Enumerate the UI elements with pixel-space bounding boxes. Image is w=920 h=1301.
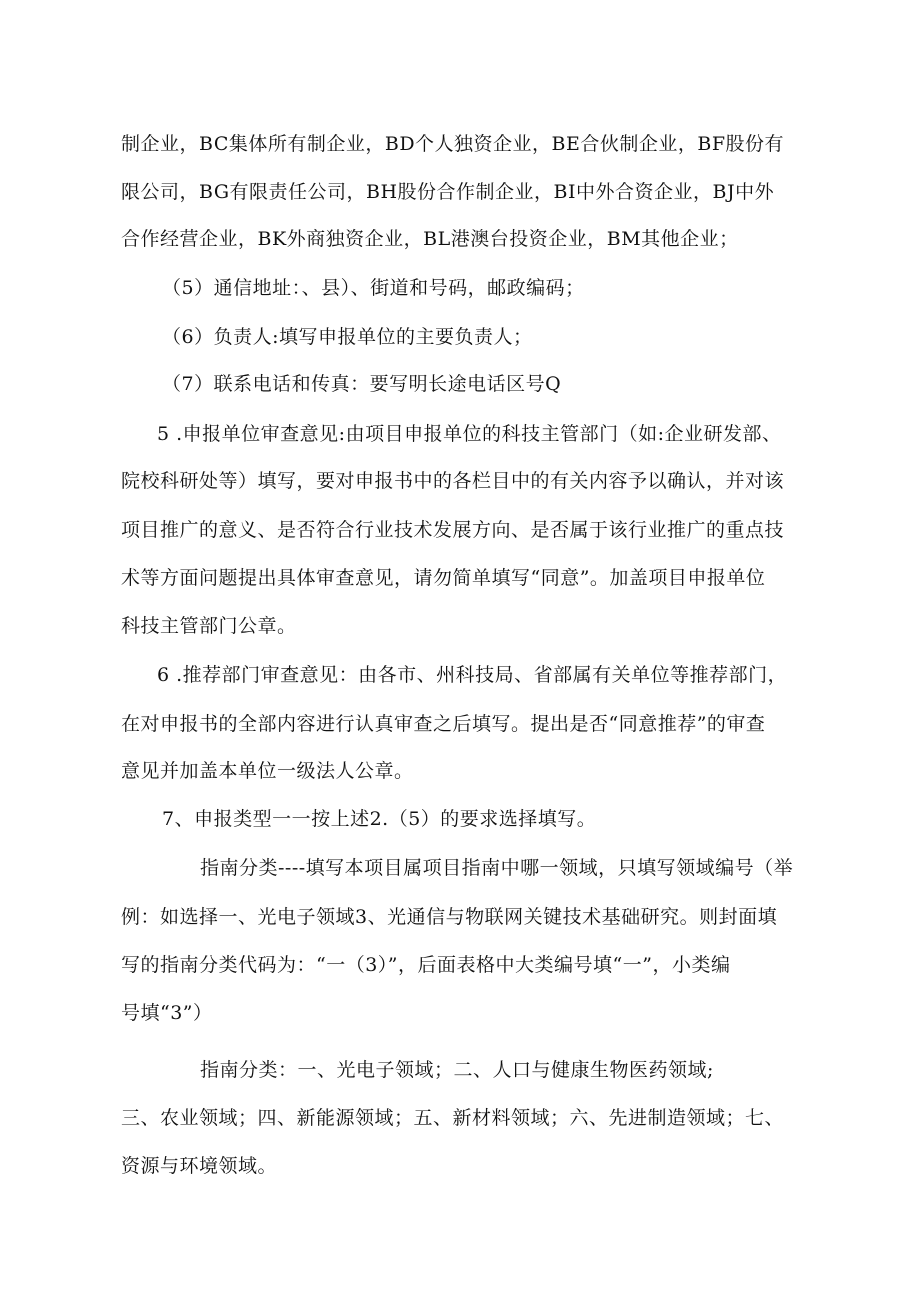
text-line: 写的指南分类代码为：“一（3）”，后面表格中大类编号填“一”，小类编 [121, 954, 731, 976]
text-line: （7）联系电话和传真：要写明长途电话区号Q [162, 373, 562, 395]
text-line: 资源与环境领域。 [121, 1155, 278, 1177]
text-line: 意见并加盖本单位一级法人公章。 [121, 760, 414, 782]
text-line: 例：如选择一、光电子领域3、光通信与物联网关键技术基础研究。则封面填 [121, 906, 778, 928]
text-line: 指南分类：一、光电子领域；二、人口与健康生物医药领域; [200, 1059, 714, 1081]
text-line: （5）通信地址：、县）、街道和号码，邮政编码； [162, 277, 585, 299]
text-line: 院校科研处等）填写，要对申报书中的各栏目中的有关内容予以确认，并对该 [121, 470, 785, 492]
text-line: （6）负责人:填写申报单位的主要负责人； [162, 326, 533, 348]
text-line: 项目推广的意义、是否符合行业技术发展方向、是否属于该行业推广的重点技 [121, 519, 785, 541]
text-line: 三、农业领域；四、新能源领域；五、新材料领域；六、先进制造领域；七、 [121, 1107, 785, 1129]
text-line: 术等方面问题提出具体审查意见，请勿简单填写“同意”。加盖项目申报单位 [121, 567, 766, 589]
text-line: 在对申报书的全部内容进行认真审查之后填写。提出是否“同意推荐”的审查 [121, 713, 766, 735]
text-line: 6 .推荐部门审查意见：由各市、州科技局、省部属有关单位等推荐部门， [157, 664, 788, 686]
text-line: 5 .申报单位审查意见:由项目申报单位的科技主管部门（如:企业研发部、 [157, 423, 782, 445]
text-line: 限公司，BG有限责任公司，BH股份合作制企业，BI中外合资企业，BJ中外 [121, 181, 775, 203]
text-line: 指南分类----填写本项目属项目指南中哪一领域，只填写领域编号（举 [200, 857, 794, 879]
text-line: 科技主管部门公章。 [121, 615, 297, 637]
text-line: 7、申报类型一一按上述2.（5）的要求选择填写。 [162, 808, 597, 830]
text-line: 合作经营企业，BK外商独资企业，BL港澳台投资企业，BM其他企业； [121, 228, 739, 250]
text-line: 制企业，BC集体所有制企业，BD个人独资企业，BE合伙制企业，BF股份有 [121, 133, 785, 155]
text-line: 号填“3”） [121, 1002, 213, 1024]
